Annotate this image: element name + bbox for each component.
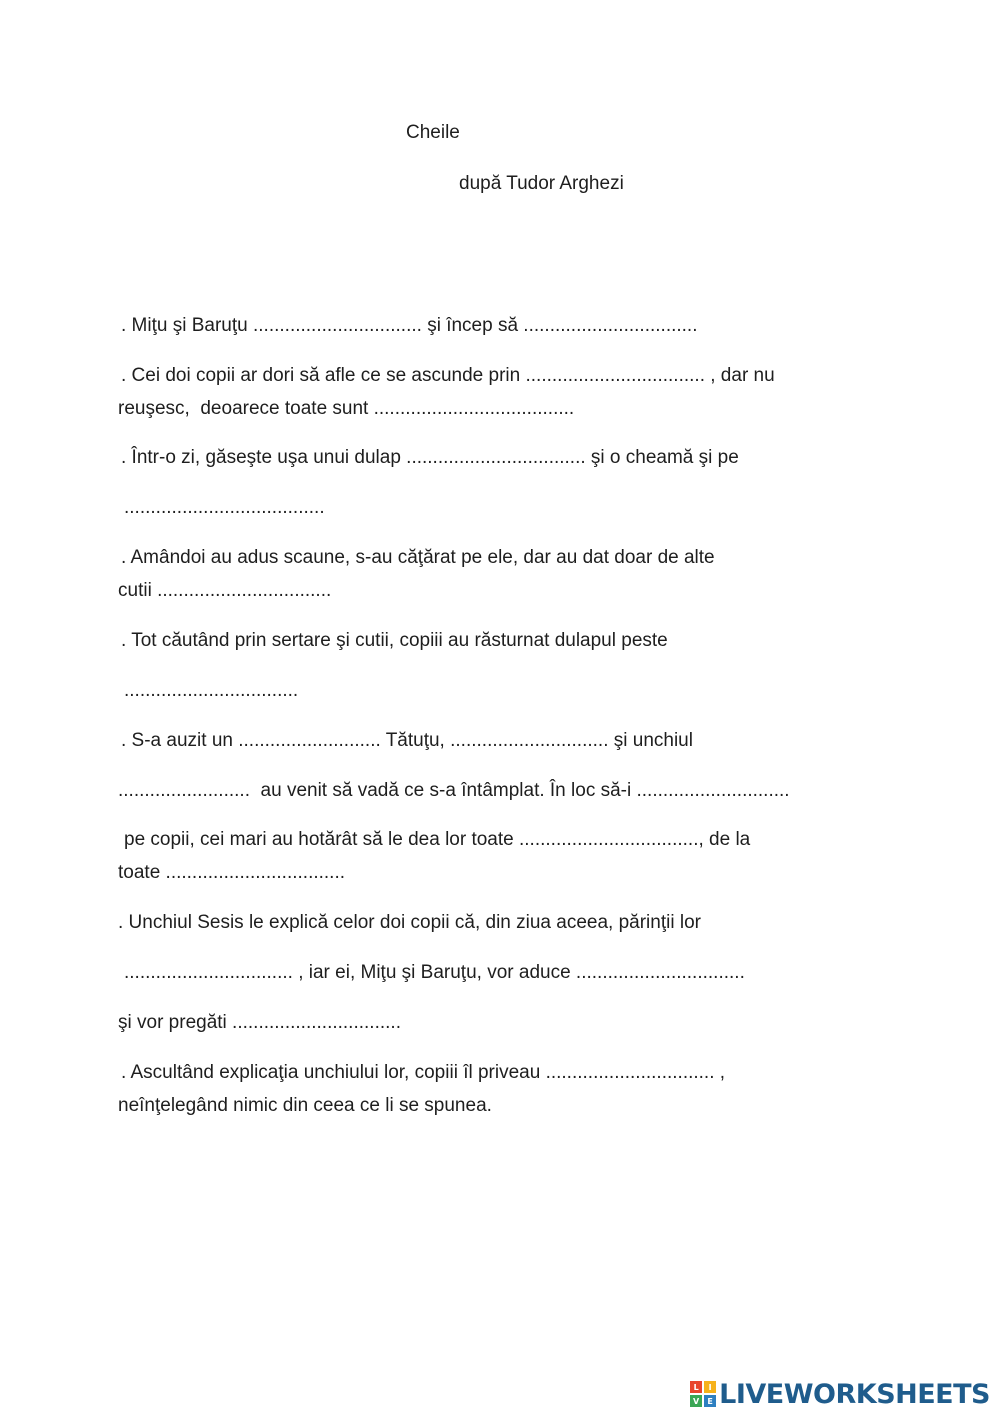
logo-mark-icon [690, 1381, 716, 1407]
logo-letter: V [690, 1395, 702, 1407]
text-line: . S-a auzit un ........................... Tătuţu, .............................. şi unchiul [121, 730, 693, 751]
text-line: ......................... au venit să vadă ce s-a întâmplat. În loc să-i ............................. [118, 780, 790, 801]
text-line: reuşesc, deoarece toate sunt ...................................... [118, 398, 575, 419]
text-line: . Cei doi copii ar dori să afle ce se ascunde prin .................................. , dar nu [121, 365, 775, 386]
liveworksheets-logo [690, 1378, 990, 1410]
text-line: ................................. [124, 680, 299, 701]
logo-letter: E [704, 1395, 716, 1407]
document-author: după Tudor Arghezi [459, 173, 624, 194]
text-line: . Tot căutând prin sertare şi cutii, copiii au răsturnat dulapul peste [121, 630, 668, 651]
text-line: cutii ................................. [118, 580, 332, 601]
text-line: . Amândoi au adus scaune, s-au căţărat pe ele, dar au dat doar de alte [121, 547, 715, 568]
document-title: Cheile [406, 122, 460, 143]
text-line: . Ascultând explicaţia unchiului lor, copiii îl priveau ................................ , [121, 1062, 726, 1083]
text-line: şi vor pregăti ................................ [118, 1012, 401, 1033]
logo-letter: I [704, 1381, 716, 1393]
text-line: toate .................................. [118, 862, 346, 883]
text-line: . Miţu şi Baruţu ................................ şi încep să ................................. [121, 315, 698, 336]
text-line: ................................ , iar ei, Miţu şi Baruţu, vor aduce ................................ [124, 962, 745, 983]
text-line: . Într-o zi, găseşte uşa unui dulap .................................. şi o cheamă şi pe [121, 447, 739, 468]
text-line: pe copii, cei mari au hotărât să le dea lor toate .................................., de la [124, 829, 751, 850]
text-line: . Unchiul Sesis le explică celor doi copii că, din ziua aceea, părinţii lor [118, 912, 701, 933]
text-line: neînţelegând nimic din ceea ce li se spunea. [118, 1095, 492, 1116]
logo-letter: L [690, 1381, 702, 1393]
text-line: ...................................... [124, 497, 325, 518]
logo-text: LIVEWORKSHEETS [719, 1378, 990, 1410]
